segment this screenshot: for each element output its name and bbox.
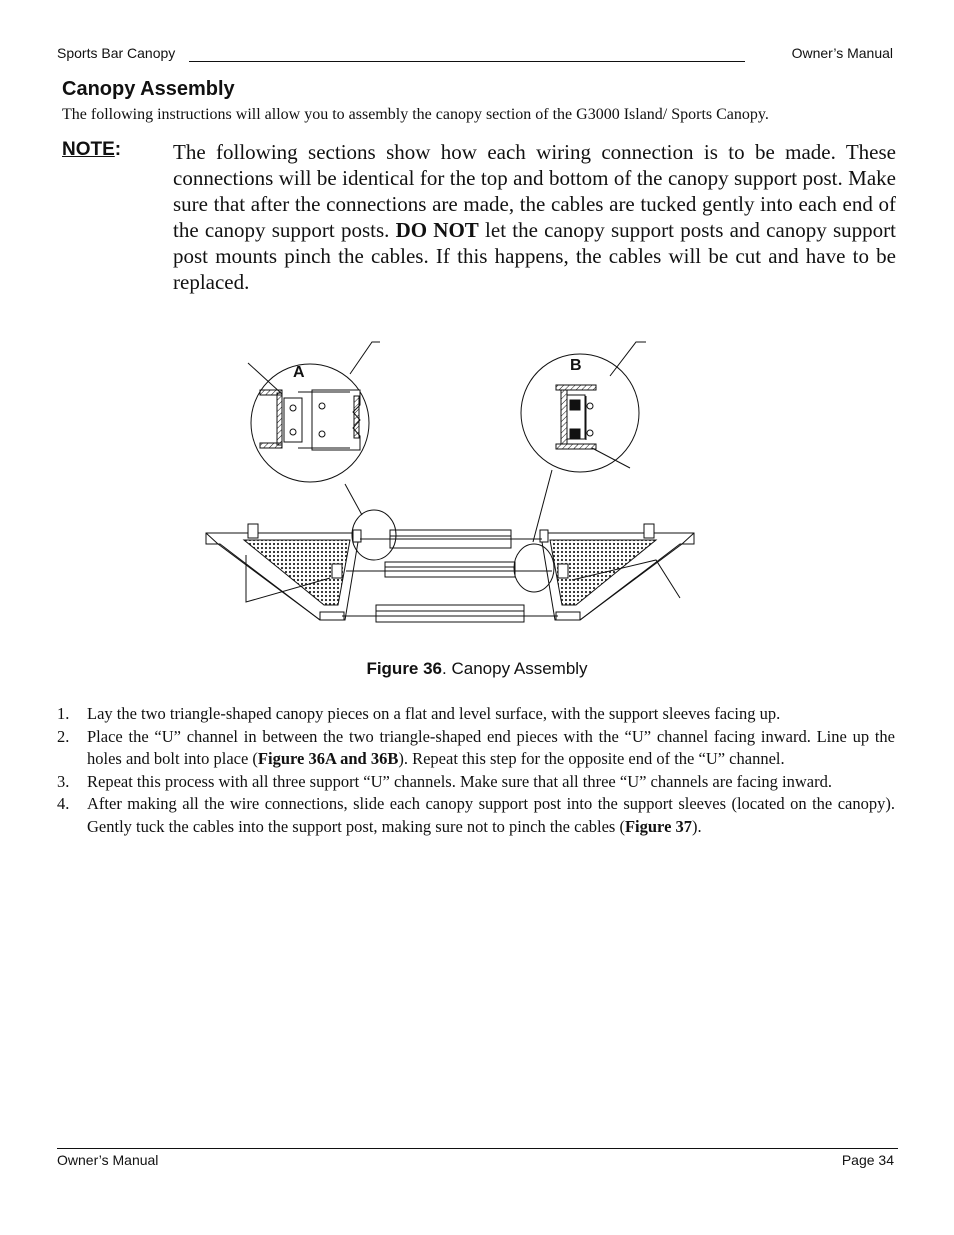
channel-middle: [385, 562, 515, 577]
page-footer: [57, 1148, 898, 1168]
canopy-diagram-svg: [200, 330, 700, 630]
page-header: [57, 45, 893, 63]
section-intro: The following instructions will allow you to assembly the canopy section of the G3000 Island/ Sports Canopy.: [62, 106, 769, 123]
list-item: 3. Repeat this process with all three support “U” channels. Make sure that all three “U” channels are facing inward.: [57, 771, 832, 791]
channel-bottom: [376, 605, 524, 622]
figure-caption: Figure 36. Canopy Assembly: [366, 659, 588, 678]
header-right-text: Owner’s Manual: [791, 45, 893, 61]
list-item: 1. Lay the two triangle-shaped canopy pieces on a flat and level surface, with the support sleeves facing up.: [57, 704, 781, 723]
note-label: NOTE:: [62, 139, 122, 160]
note-body: The following sections show how each wiring connection is to be made. These connections will be identical for the top and bottom of the canopy support post. Make sure that after the connections are made, the cables are tucked gently into each end of the canopy support posts. DO NOT let the canopy support posts and canopy support post mounts pinch the cables. If this happens, the cables will be cut and have to be replaced.: [173, 140, 896, 294]
page-number: Page 34: [841, 1152, 894, 1168]
section-title: Canopy Assembly: [62, 78, 235, 100]
footer-rule: [57, 1148, 898, 1149]
detail-b-label: B: [570, 357, 582, 374]
canopy-assembly-figure: [200, 330, 700, 630]
footer-left-text: Owner’s Manual: [57, 1152, 159, 1168]
instruction-list: [57, 703, 895, 838]
detail-a-label: A: [293, 364, 305, 381]
list-item: 2. Place the “U” channel in between the two triangle-shaped end pieces with the “U” channel facing inward. Line up the holes and bolt into place (Figure 36A and 36B). Repeat this step for the opposite end of the “U” channel.: [57, 726, 895, 768]
list-item: 4. After making all the wire connections, slide each canopy support post into the support sleeves (located on the canopy). Gently tuck the cables into the support post, making sure not to pinch the cables (Figure 37).: [57, 794, 895, 836]
note-bold: DO NOT: [395, 218, 479, 242]
header-rule: [189, 61, 745, 62]
header-left-text: Sports Bar Canopy: [57, 45, 176, 61]
